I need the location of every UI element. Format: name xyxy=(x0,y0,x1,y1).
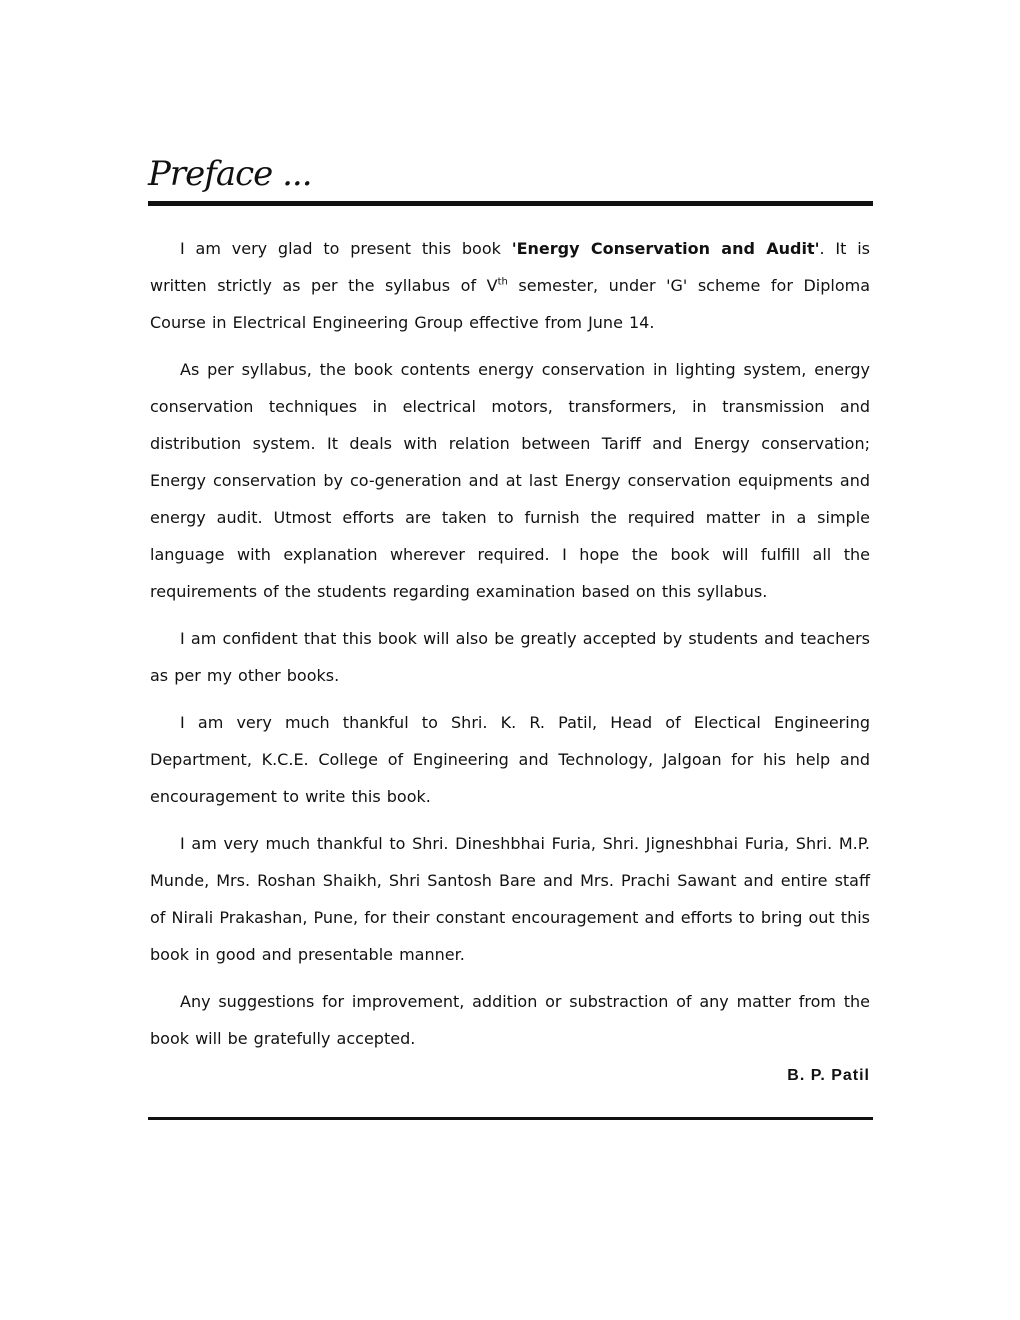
intro-text-continued: . It is written strictly as per the syllabus of V xyxy=(150,239,871,295)
paragraph-thanks-department: I am very much thankful to Shri. K. R. Patil, Head of Electical Engineering Department, K.C.E. College of Engineering and Technology, Jalgoan for his help and encouragement to write this book. xyxy=(150,713,870,806)
paragraph-confidence: I am confident that this book will also be greatly accepted by students and teachers as per my other books. xyxy=(150,629,870,685)
top-divider xyxy=(148,201,873,206)
paragraph-suggestions: Any suggestions for improvement, addition or substraction of any matter from the book will be gratefully accepted. xyxy=(150,992,870,1048)
author-signature: B. P. Patil xyxy=(787,1067,870,1084)
intro-text-end: semester, under 'G' scheme for Diploma Course in Electrical Engineering Group effective from June 14. xyxy=(150,276,871,332)
page-title: Preface ... xyxy=(148,154,312,194)
bottom-divider xyxy=(148,1117,873,1120)
paragraph-intro xyxy=(150,230,870,341)
preface-body xyxy=(150,230,870,1067)
intro-text: I am very glad to present this book xyxy=(180,239,512,258)
paragraph-syllabus: As per syllabus, the book contents energy conservation in lighting system, energy conservation techniques in electrical motors, transformers, in transmission and distribution system. It deals with relation between Tariff and Energy conservation; Energy conservation by co-generation and at last Energy conservation equipments and energy audit. Utmost efforts are taken to furnish the required matter in a simple language with explanation wherever required. I hope the book will fulfill all the requirements of the students regarding examination based on this syllabus. xyxy=(150,360,870,601)
book-title: 'Energy Conservation and Audit' xyxy=(511,239,820,258)
semester-superscript: th xyxy=(497,276,508,288)
paragraph-thanks-publisher: I am very much thankful to Shri. Dineshbhai Furia, Shri. Jigneshbhai Furia, Shri. M.P. Munde, Mrs. Roshan Shaikh, Shri Santosh Bare and Mrs. Prachi Sawant and entire staff of Nirali Prakashan, Pune, for their constant encouragement and efforts to bring out this book in good and presentable manner. xyxy=(150,834,870,964)
